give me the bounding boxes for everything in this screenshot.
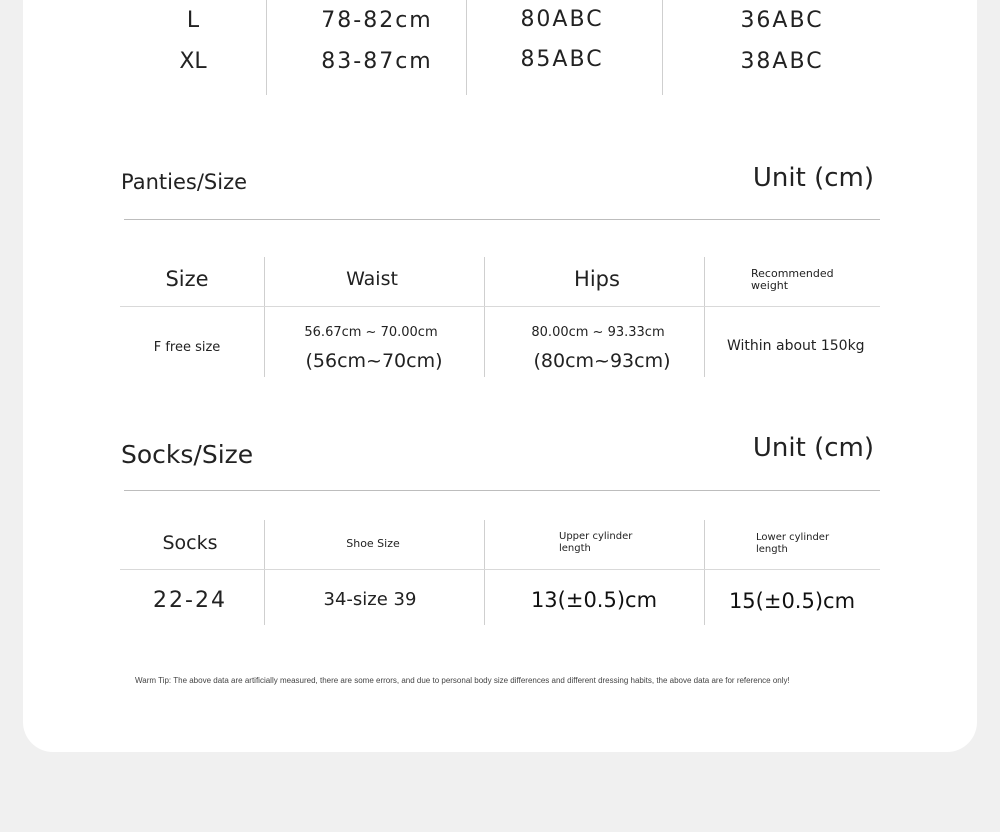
header-hips: Hips	[574, 267, 620, 291]
table-cell-waist-line1: 56.67cm ~ 70.00cm	[304, 325, 438, 340]
table-cell-waist-line2: (56cm~70cm)	[305, 350, 443, 372]
header-size: Size	[165, 267, 209, 291]
column-divider	[264, 257, 265, 377]
table-cell-weight: Within about 150kg	[727, 338, 865, 354]
table-cell-upper-length: 13(±0.5)cm	[530, 588, 658, 612]
table-cell-underbust: 78-82cm	[321, 8, 433, 33]
header-weight-line2: weight	[751, 279, 789, 292]
table-cell-us: 38ABC	[740, 49, 824, 74]
header-lower-cylinder	[756, 532, 829, 556]
header-upper-cylinder	[559, 531, 632, 555]
column-divider	[704, 257, 705, 377]
column-divider	[484, 520, 485, 625]
table-cell-lower-length: 15(±0.5)cm	[728, 589, 856, 613]
header-socks: Socks	[162, 532, 218, 554]
table-cell-shoe-size: 34-size 39	[323, 589, 417, 610]
header-upper-line2: length	[559, 543, 591, 554]
row-divider	[120, 569, 880, 570]
header-upper-line1: Upper cylinder	[559, 531, 633, 542]
table-cell-size: XL	[179, 49, 207, 74]
column-divider	[466, 0, 467, 95]
table-cell-underbust: 83-87cm	[321, 49, 433, 74]
column-divider	[484, 257, 485, 377]
row-divider	[120, 306, 880, 307]
table-cell-us: 36ABC	[740, 8, 824, 33]
header-waist: Waist	[346, 268, 398, 290]
section-title: Socks/Size	[121, 440, 254, 469]
table-cell-eu: 85ABC	[520, 47, 604, 72]
section-divider	[124, 490, 880, 491]
column-divider	[704, 520, 705, 625]
column-divider	[662, 0, 663, 95]
header-lower-line1: Lower cylinder	[756, 532, 830, 543]
header-weight-line1: Recommended	[751, 267, 834, 280]
table-cell-size: L	[186, 8, 200, 33]
unit-label: Unit (cm)	[752, 433, 874, 463]
section-title: Panties/Size	[121, 170, 248, 194]
table-cell-eu: 80ABC	[520, 7, 604, 32]
unit-label: Unit (cm)	[752, 163, 874, 193]
table-cell-size: F free size	[153, 340, 221, 355]
table-cell-hips-line2: (80cm~93cm)	[533, 350, 671, 372]
section-divider	[124, 219, 880, 220]
warm-tip: Warm Tip: The above data are artificially measured, there are some errors, and due to personal body size differences and different dressing habits, the above data are for reference only!	[135, 676, 790, 685]
column-divider	[266, 0, 267, 95]
table-cell-socks: 22-24	[153, 588, 227, 613]
header-weight	[751, 268, 834, 292]
table-cell-hips-line1: 80.00cm ~ 93.33cm	[531, 325, 665, 340]
header-lower-line2: length	[756, 544, 788, 555]
size-chart-card	[23, 0, 977, 752]
column-divider	[264, 520, 265, 625]
header-shoe-size: Shoe Size	[346, 537, 400, 550]
